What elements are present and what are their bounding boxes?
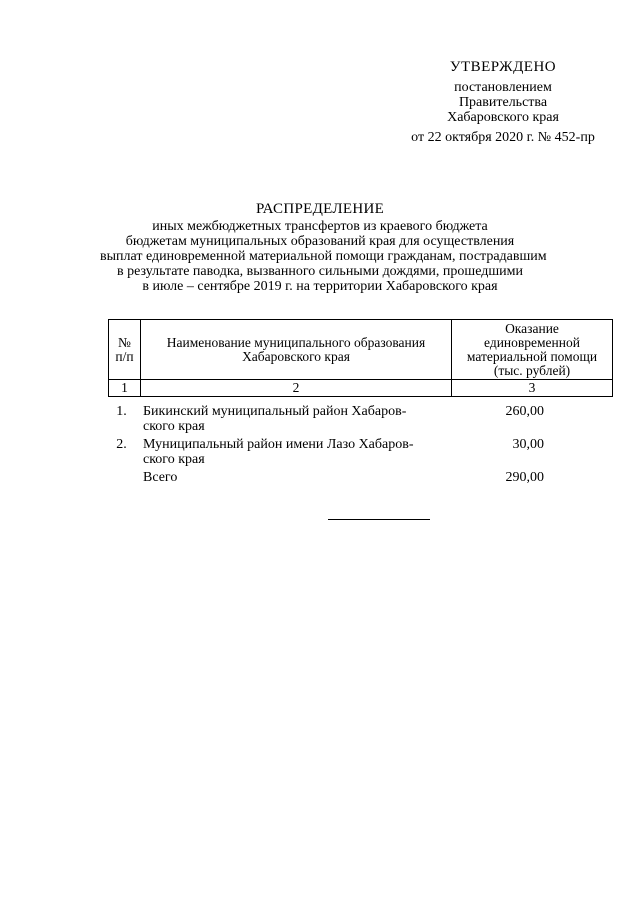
subtitle-line: в результате паводка, вызванного сильными дождями, прошедшими xyxy=(117,264,523,279)
header-text: материальной помощи xyxy=(466,348,598,364)
header-text: единовременной xyxy=(484,334,580,350)
total-value: 290,00 xyxy=(505,470,544,485)
column-number: 1 xyxy=(109,380,141,397)
approval-block xyxy=(398,58,608,145)
row-number: 1. xyxy=(116,404,127,419)
header-name xyxy=(141,320,452,380)
column-number: 3 xyxy=(452,380,613,397)
header-value xyxy=(452,320,613,380)
subtitle-line: бюджетам муниципальных образований края для осуществления xyxy=(125,234,515,249)
row-name-line: ского края xyxy=(143,419,205,434)
column-number: 2 xyxy=(141,380,452,397)
approval-line: Хабаровского края xyxy=(447,110,559,125)
approval-line: постановлением xyxy=(454,80,552,95)
header-text: № xyxy=(118,334,131,350)
total-row xyxy=(108,470,608,503)
row-name-line: Бикинский муниципальный район Хабаров- xyxy=(143,404,407,419)
approval-date: от 22 октября 2020 г. № 452-пр xyxy=(411,130,595,145)
row-name xyxy=(143,437,435,467)
header-text: Оказание xyxy=(505,320,559,336)
row-value: 30,00 xyxy=(512,437,544,452)
subtitle-line: выплат единовременной материальной помощи гражданам, пострадавшим xyxy=(100,249,547,264)
row-name-line: Муниципальный район имени Лазо Хабаров- xyxy=(143,437,414,452)
row-name-line: ского края xyxy=(143,452,205,467)
header-text: (тыс. рублей) xyxy=(493,362,571,378)
header-text: п/п xyxy=(115,348,134,364)
separator-line xyxy=(328,519,430,520)
document-title: РАСПРЕДЕЛЕНИЕ xyxy=(255,201,385,217)
approval-heading: УТВЕРЖДЕНО xyxy=(449,59,557,75)
approval-line: Правительства xyxy=(458,95,548,110)
column-number-row xyxy=(109,380,613,397)
total-label: Всего xyxy=(143,470,178,485)
subtitle-line: иных межбюджетных трансфертов из краевого бюджета xyxy=(152,219,488,234)
header-text: Наименование муниципального образования xyxy=(166,334,426,350)
subtitle-line: в июле – сентябре 2019 г. на территории Хабаровского края xyxy=(142,279,498,294)
distribution-table-header xyxy=(108,319,613,397)
distribution-table-body xyxy=(108,404,608,503)
table-row xyxy=(108,404,608,437)
row-value: 260,00 xyxy=(505,404,544,419)
header-text: Хабаровского края xyxy=(242,348,350,364)
document-subtitle xyxy=(100,219,547,294)
table-header-row xyxy=(109,320,613,380)
row-number: 2. xyxy=(116,437,127,452)
header-num xyxy=(109,320,141,380)
table-row xyxy=(108,437,608,470)
row-name xyxy=(143,404,435,434)
